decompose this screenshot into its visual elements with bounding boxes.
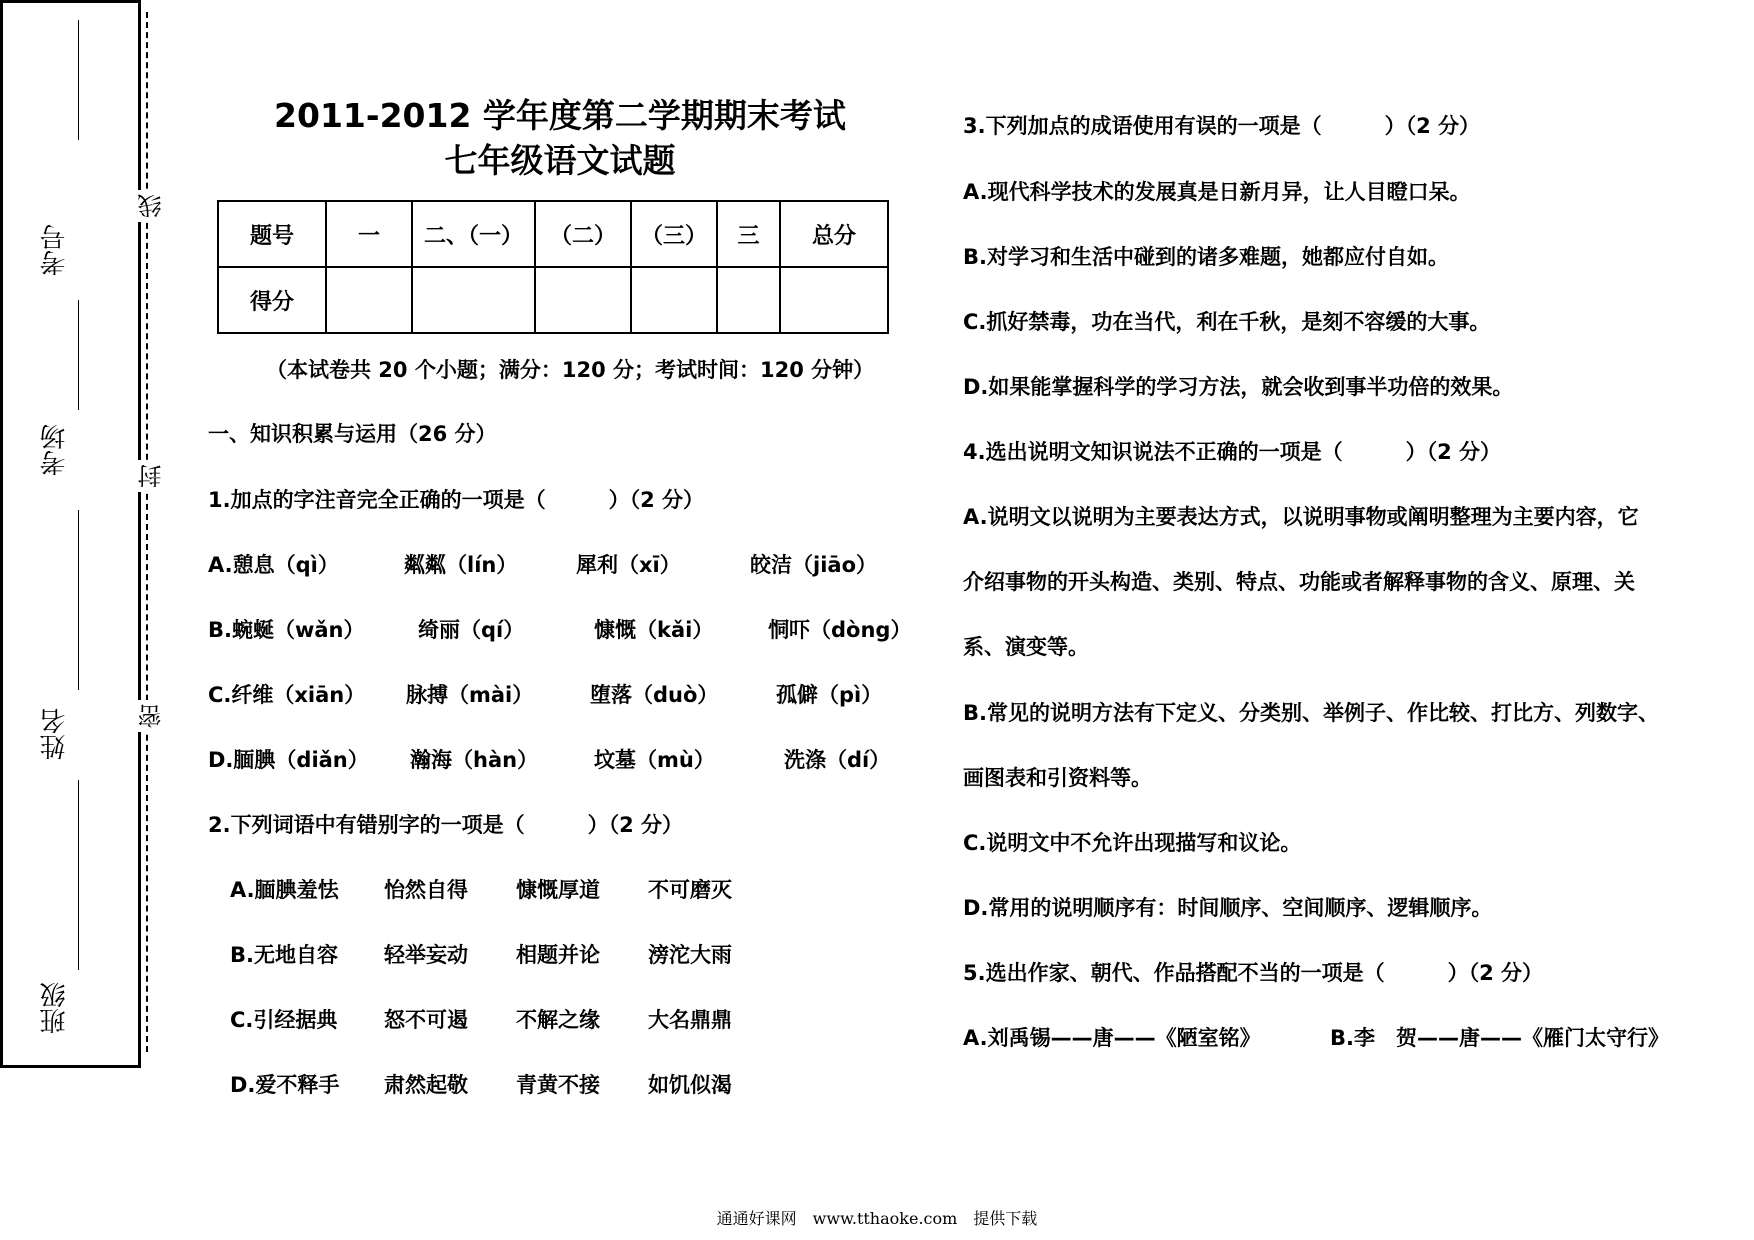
section-1-heading: 一、知识积累与运用（26 分）: [208, 422, 497, 446]
q1-option: 犀利（xī）: [576, 553, 681, 577]
q2-option: A.腼腆羞怯: [230, 878, 339, 902]
score-header-cell: 三: [717, 201, 780, 267]
q3-option-c: C.抓好禁毒，功在当代，利在千秋，是刻不容缓的大事。: [963, 310, 1491, 334]
exam-room-label: 考场: [40, 424, 70, 476]
exam-note: （本试卷共 20 个小题；满分：120 分；考试时间：120 分钟）: [266, 358, 875, 382]
q4-option-c: C.说明文中不允许出现描写和议论。: [963, 831, 1302, 855]
seal-mark-seal: 封: [134, 460, 169, 492]
q2-option: 怡然自得: [384, 878, 468, 902]
binding-strip: [0, 0, 166, 1068]
q4-option-b: B.常见的说明方法有下定义、分类别、举例子、作比较、打比方、列数字、: [963, 701, 1659, 725]
name-blank: [78, 510, 79, 690]
q1-option: B.蜿蜒（wǎn）: [208, 618, 365, 642]
score-header-cell: 总分: [780, 201, 888, 267]
q4-option-a-cont: 系、演变等。: [963, 635, 1089, 659]
q2-option: B.无地自容: [230, 943, 338, 967]
score-cell[interactable]: [535, 267, 631, 333]
q1-option: 恫吓（dòng）: [768, 618, 912, 642]
q2-option: 轻举妄动: [384, 943, 468, 967]
exam-room-blank: [78, 300, 79, 410]
q3-stem: 3.下列加点的成语使用有误的一项是（ ）（2 分）: [963, 114, 1481, 138]
footer-credit: 通通好课网 www.tthaoke.com 提供下载: [716, 1209, 1038, 1228]
score-table-score-row: [218, 267, 888, 333]
q2-option: 慷慨厚道: [516, 878, 600, 902]
seal-mark-secret: 密: [134, 700, 169, 732]
q2-option: C.引经据典: [230, 1008, 338, 1032]
exam-title-line1: 2011-2012 学年度第二学期期末考试: [274, 96, 846, 135]
q4-option-b-cont: 画图表和引资料等。: [963, 766, 1152, 790]
q2-option: 不解之缘: [516, 1008, 600, 1032]
q1-option: 瀚海（hàn）: [410, 748, 539, 772]
score-cell[interactable]: [780, 267, 888, 333]
score-header-cell: 一: [326, 201, 412, 267]
q1-option: 皎洁（jiāo）: [750, 553, 877, 577]
q2-option: 不可磨灭: [648, 878, 732, 902]
q4-option-d: D.常用的说明顺序有：时间顺序、空间顺序、逻辑顺序。: [963, 896, 1493, 920]
seal-dashed-line: [146, 12, 148, 1052]
q5-option-a: A.刘禹锡——唐——《陋室铭》: [963, 1026, 1261, 1050]
exam-number-blank: [78, 20, 79, 140]
q1-option: 堕落（duò）: [590, 683, 719, 707]
q2-option: 相题并论: [516, 943, 600, 967]
q2-option: 怒不可遏: [384, 1008, 468, 1032]
q3-option-d: D.如果能掌握科学的学习方法，就会收到事半功倍的效果。: [963, 375, 1514, 399]
q1-option: A.憩息（qì）: [208, 553, 339, 577]
q2-stem: 2.下列词语中有错别字的一项是（ ）（2 分）: [208, 813, 684, 837]
exam-title-line2: 七年级语文试题: [444, 141, 676, 180]
score-cell[interactable]: [326, 267, 412, 333]
q4-stem: 4.选出说明文知识说法不正确的一项是（ ）（2 分）: [963, 440, 1502, 464]
score-header-cell: （二）: [535, 201, 631, 267]
q2-option: D.爱不释手: [230, 1073, 340, 1097]
q2-option: 青黄不接: [516, 1073, 600, 1097]
q1-option: 慷慨（kǎi）: [594, 618, 714, 642]
q2-option: 肃然起敬: [384, 1073, 468, 1097]
q1-option: D.腼腆（diǎn）: [208, 748, 369, 772]
q1-option: C.纤维（xiān）: [208, 683, 366, 707]
q1-option: 洗涤（dí）: [784, 748, 891, 772]
q1-option: 坟墓（mù）: [594, 748, 715, 772]
score-header-cell: （三）: [631, 201, 717, 267]
score-header-cell: 题号: [218, 201, 326, 267]
q2-option: 如饥似渴: [648, 1073, 732, 1097]
score-table-header-row: [218, 201, 888, 267]
score-cell[interactable]: [717, 267, 780, 333]
score-row-label: 得分: [218, 267, 326, 333]
q2-option: 滂沱大雨: [648, 943, 732, 967]
score-cell[interactable]: [631, 267, 717, 333]
exam-number-label: 考号: [40, 224, 70, 276]
q3-option-b: B.对学习和生活中碰到的诸多难题，她都应付自如。: [963, 245, 1449, 269]
q5-option-b: B.李 贺——唐——《雁门太守行》: [1330, 1026, 1669, 1050]
class-label: 班级: [40, 982, 70, 1034]
q1-option: 绮丽（qí）: [418, 618, 525, 642]
q4-option-a-cont: 介绍事物的开头构造、类别、特点、功能或者解释事物的含义、原理、关: [963, 570, 1635, 594]
q1-option: 孤僻（pì）: [776, 683, 883, 707]
q3-option-a: A.现代科学技术的发展真是日新月异，让人目瞪口呆。: [963, 180, 1471, 204]
seal-mark-line: 线: [134, 190, 169, 222]
q1-option: 粼粼（lín）: [404, 553, 518, 577]
q4-option-a: A.说明文以说明为主要表达方式，以说明事物或阐明整理为主要内容，它: [963, 505, 1639, 529]
score-table: [217, 200, 889, 334]
class-blank: [78, 780, 79, 970]
name-label: 姓名: [40, 708, 70, 760]
q1-option: 脉搏（mài）: [406, 683, 534, 707]
q2-option: 大名鼎鼎: [648, 1008, 732, 1032]
score-cell[interactable]: [412, 267, 535, 333]
q5-stem: 5.选出作家、朝代、作品搭配不当的一项是（ ）（2 分）: [963, 961, 1544, 985]
score-header-cell: 二、（一）: [412, 201, 535, 267]
q1-stem: 1.加点的字注音完全正确的一项是（ ）（2 分）: [208, 488, 705, 512]
